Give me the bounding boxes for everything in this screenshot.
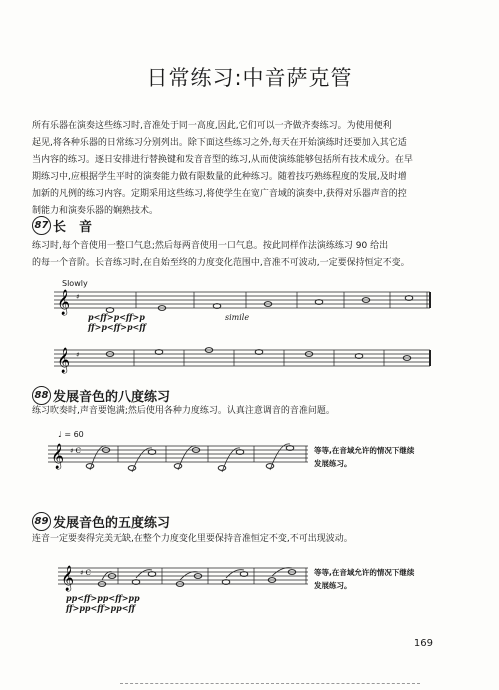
section-text-line: 练习时,每个音使用一整口气息;然后每两音使用一口气息。按此同样作法演练练习 90 给出 [32, 241, 389, 251]
intro-line: 制能力和演奏乐器的娴熟技术。 [32, 206, 159, 216]
continuation-note [314, 566, 414, 592]
simile-marking: simile [225, 313, 250, 322]
svg-text:♯: ♯ [76, 293, 80, 301]
section-number-badge: 87 [32, 216, 51, 235]
section-89-heading [32, 512, 170, 531]
section-87-text [32, 238, 464, 272]
footer-divider [120, 683, 420, 684]
tempo-marking: ♩ = 60 [58, 430, 84, 439]
section-text-line: 练习吹奏时,声音要饱满;然后使用各种力度练习。认真注意调音的音准问题。 [32, 406, 335, 416]
dynamics-line-2: ff>pp<ff>pp<ff [66, 603, 136, 613]
note-line: 等等,在音域允许的情况下继续 [314, 568, 415, 577]
section-heading-text: 长 音 [53, 220, 93, 235]
note-line: 发展练习。 [314, 581, 352, 590]
dynamics-line-1: pp<ff>pp<ff>pp [66, 593, 140, 603]
music-staff-88 [48, 440, 310, 474]
dynamics-line-1: p<ff>p<ff>p [88, 312, 145, 322]
note-line: 等等,在音域允许的情况下继续 [314, 446, 415, 455]
svg-text:𝄞: 𝄞 [51, 444, 65, 469]
svg-text:♯ C: ♯ C [80, 569, 91, 577]
page-number: 169 [413, 638, 433, 649]
page-title: 日常练习:中音萨克管 [146, 66, 353, 90]
svg-text:𝄞: 𝄞 [57, 348, 71, 373]
intro-line: 加新的凡例的练习内容。定期采用这些练习,将使学生在宽广音域的演奏中,获得对乐器声音的控 [32, 189, 407, 199]
section-heading-text: 发展音色的五度练习 [53, 516, 171, 531]
intro-line: 起见,将各种乐器的日常练习分别列出。除下面这些练习之外,每天在开始演练时还要加入其它适 [32, 138, 407, 148]
section-number-badge: 88 [32, 386, 51, 405]
music-staff-89 [58, 562, 310, 596]
note-line: 发展练习。 [314, 459, 352, 468]
section-text-line: 的每一个音阶。长音练习时,在自始至终的力度变化范围中,音准不可波动,一定要保持恒定不变。 [32, 258, 410, 268]
tempo-marking: Slowly [62, 279, 88, 288]
section-heading-text: 发展音色的八度练习 [53, 390, 171, 405]
intro-line: 期练习中,应根据学生平时的演奏能力做有限数量的此种练习。随着技巧熟练程度的发展,及时增 [32, 172, 407, 182]
svg-text:𝄞: 𝄞 [57, 290, 71, 315]
svg-text:♯: ♯ [76, 351, 80, 359]
section-87-heading [32, 216, 92, 235]
section-88-text [32, 403, 464, 420]
music-staff-87b [54, 346, 434, 376]
section-text-line: 连音一定要奏得完美无缺,在整个力度变化里要保持音准恒定不变,不可出现波动。 [32, 534, 353, 544]
svg-text:♯ C: ♯ C [70, 447, 81, 455]
intro-paragraph [32, 118, 464, 220]
continuation-note [314, 444, 414, 470]
dynamics-line-2: ff>p<ff>p<ff [88, 322, 146, 332]
intro-line: 当内容的练习。逐日安排进行替换键和发音音型的练习,从而使演练能够包括所有技术成分。在早 [32, 155, 413, 165]
section-number-badge: 89 [32, 512, 51, 531]
svg-text:𝄞: 𝄞 [61, 566, 75, 591]
intro-line: 所有乐器在演奏这些练习时,音准处于同一高度,因此,它们可以一齐做齐奏练习。为使用便利 [32, 121, 392, 131]
section-89-text [32, 531, 464, 548]
